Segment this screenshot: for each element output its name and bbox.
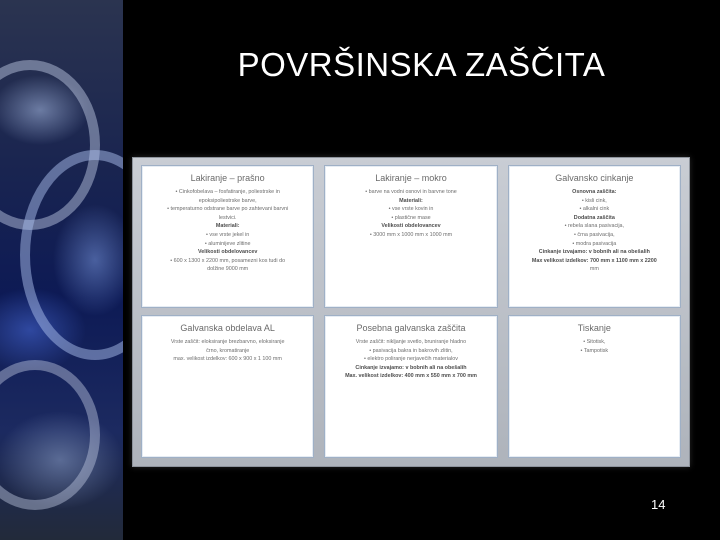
services-screenshot-panel — [132, 157, 690, 467]
card-title: Tiskanje — [577, 323, 611, 333]
card-line: Velikosti obdelovancev — [381, 223, 441, 230]
card-line: • elektro poliranje nerjavečih materialov — [364, 356, 458, 363]
card-line: • 3000 mm x 1000 mm x 1000 mm — [369, 231, 453, 238]
card-line: • Sitotisk, — [583, 339, 606, 345]
metal-ring-shape — [0, 360, 100, 510]
service-card — [324, 165, 497, 308]
card-line: • pasivacija bakra in bakrovih zlitin, — [369, 347, 453, 354]
card-title: Lakiranje – prašno — [190, 173, 265, 183]
card-title: Lakiranje – mokro — [375, 173, 447, 183]
card-line: Vrste zaščit: eloksiranje brezbarvno, eloksiranje — [170, 339, 285, 345]
card-line: Materiali: — [215, 223, 240, 230]
service-card — [141, 315, 314, 458]
metal-coil-photo — [0, 0, 123, 540]
service-card — [508, 315, 681, 458]
card-line: Velikosti obdelovancev — [198, 249, 258, 256]
card-title: Galvanska obdelava AL — [180, 323, 275, 333]
card-line: • barve na vodni osnovi in barvne tone — [365, 189, 457, 195]
card-line: • vse vrste kovin in — [388, 206, 434, 213]
card-line: mm — [589, 266, 599, 273]
slide-title: POVRŠINSKA ZAŠČITA — [237, 46, 606, 83]
card-line: • modra pasivacija — [572, 240, 617, 247]
card-line: Vrste zaščit: nikljanje svetlo, bruniranje hladno — [355, 339, 467, 345]
card-line: • Tampotisk — [580, 347, 609, 354]
card-line: • kisli cink, — [581, 197, 607, 204]
card-line: dolžine 9000 mm — [207, 266, 249, 273]
card-line: • vse vrste jekel in — [206, 231, 250, 238]
card-line: Dodatna zaščita — [573, 214, 615, 221]
card-line: Cinkanje izvajamo: v bobnih ali na obešalih — [538, 249, 650, 256]
card-title: Galvansko cinkanje — [555, 173, 634, 183]
page-number: 14 — [651, 497, 666, 512]
service-card — [324, 315, 497, 458]
card-line: Materiali: — [399, 197, 423, 204]
card-line: • rebela slana pasivacija, — [564, 223, 625, 230]
card-line: max. velikost izdelkov: 600 x 900 x 1 100 mm — [173, 356, 282, 363]
card-line: • aluminijeve zlitine — [204, 240, 251, 247]
card-title: Posebna galvanska zaščita — [356, 323, 466, 333]
service-card — [141, 165, 314, 308]
card-line: • črna pasivacija, — [574, 231, 615, 238]
card-line: črno, kromatiranje — [206, 347, 250, 354]
card-line: • alkalni cink — [579, 206, 610, 213]
services-grid — [141, 165, 681, 459]
card-line: • Cinkofobelava – fosfatiranje, poliestrske in — [175, 189, 280, 195]
card-line: Osnovna zaščita: — [572, 189, 617, 195]
card-line: Max velikost izdelkov: 700 mm x 1100 mm x 2200 — [531, 257, 657, 264]
card-line: epoksipoliestrske barve, — [198, 197, 257, 204]
service-card — [508, 165, 681, 308]
card-line: • 600 x 1300 x 2200 mm, posamezni kos tudi do — [170, 257, 286, 264]
card-line: • temperaturno odstrane barve po zahtevani barvni — [167, 206, 289, 213]
card-line: Cinkanje izvajamo: v bobnih ali na obešalih — [355, 364, 467, 371]
card-line: lestvici. — [218, 214, 237, 221]
card-line: Max. velikost izdelkov: 400 mm x 550 mm x 700 mm — [345, 373, 477, 380]
card-line: • plastične mase — [391, 214, 431, 221]
